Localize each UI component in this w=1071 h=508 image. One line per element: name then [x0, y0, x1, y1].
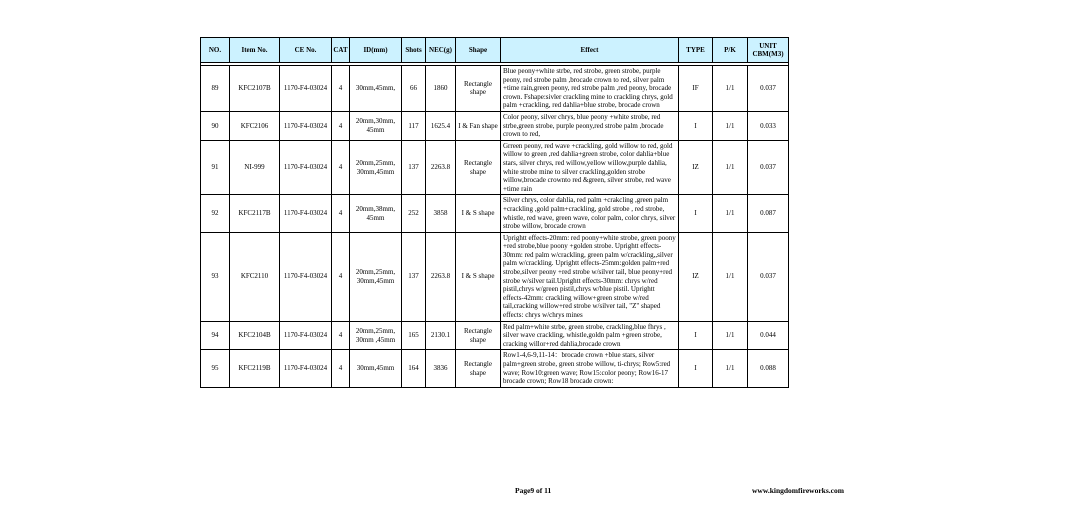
- cell-shots: 137: [402, 232, 426, 321]
- header-id-mm: ID(mm): [350, 38, 402, 63]
- cell-nec: 2130.1: [426, 321, 456, 350]
- cell-id-mm: 30mm,45mm: [350, 350, 402, 387]
- cell-unit-cbm: 0.037: [748, 66, 789, 112]
- cell-shots: 252: [402, 195, 426, 232]
- footer-website: www.kingdomfireworks.com: [752, 486, 844, 495]
- cell-shots: 164: [402, 350, 426, 387]
- cell-cat: 4: [332, 111, 350, 140]
- cell-shape: I & S shape: [456, 232, 501, 321]
- header-ce-no: CE No.: [280, 38, 332, 63]
- cell-shape: I & Fan shape: [456, 111, 501, 140]
- header-shape: Shape: [456, 38, 501, 63]
- cell-unit-cbm: 0.087: [748, 195, 789, 232]
- cell-effect: Red palm+white strbe, green strobe, crackling,blue fhrys , silver wave crackling, whistle,goldn palm +green strobe, cracking willor+red dahlia,brocade crown: [501, 321, 679, 350]
- cell-unit-cbm: 0.037: [748, 232, 789, 321]
- cell-shots: 66: [402, 66, 426, 112]
- cell-pk: 1/1: [713, 111, 748, 140]
- cell-pk: 1/1: [713, 66, 748, 112]
- table-row: [201, 195, 789, 232]
- header-nec: NEC(g): [426, 38, 456, 63]
- header-effect: Effect: [501, 38, 679, 63]
- cell-pk: 1/1: [713, 350, 748, 387]
- cell-effect: Blue peony+white strbe, red strobe, green strobe, purple peony, red strobe palm ,brocade crown to red, silver palm +time rain,green peony, red strobe palm ,red peony, brocade crown. Fshape:sivler crackling mine to crackling chrys, gold palm +crackling, red dahlia+blue strobe, brocade crown: [501, 66, 679, 112]
- cell-no: 93: [201, 232, 230, 321]
- cell-nec: 3858: [426, 195, 456, 232]
- cell-id-mm: 20mm,38mm, 45mm: [350, 195, 402, 232]
- header-unit-cbm: UNIT CBM(M3): [748, 38, 789, 63]
- cell-unit-cbm: 0.037: [748, 140, 789, 195]
- cell-effect: Uprightt effects-20mm: red poony+white strobe, green poony +red strobe,blue poony +golden strobe. Uprightt effects-30mm: red palm w/crackling, green palm w/crackling,,silver palm w/crackling. Uprightt effects-25mm:golden palm+red strobe,silver peony +red strobe w/silver tail, blue peony+red strobe w/silver tail.Uprightt effects-30mm: chrys w/red pistil,chrys w/green pistil,chrys w/blue pistil. Uprightt effects-42mm: crackling willow+green strobe w/red tail,cracking willow+red strobe w/silver tail, "Z" shaped effects: chrys w/chrys mines: [501, 232, 679, 321]
- cell-unit-cbm: 0.033: [748, 111, 789, 140]
- cell-id-mm: 20mm,25mm, 30mm,45mm: [350, 140, 402, 195]
- cell-ce-no: 1170-F4-03024: [280, 140, 332, 195]
- cell-id-mm: 20mm,30mm, 45mm: [350, 111, 402, 140]
- cell-item-no: NI-999: [230, 140, 280, 195]
- table-row: [201, 350, 789, 387]
- cell-unit-cbm: 0.044: [748, 321, 789, 350]
- cell-shots: 137: [402, 140, 426, 195]
- cell-no: 92: [201, 195, 230, 232]
- cell-pk: 1/1: [713, 140, 748, 195]
- cell-cat: 4: [332, 140, 350, 195]
- cell-ce-no: 1170-F4-03024: [280, 66, 332, 112]
- cell-no: 90: [201, 111, 230, 140]
- cell-type: IF: [679, 66, 713, 112]
- header-no: NO.: [201, 38, 230, 63]
- cell-item-no: KFC2119B: [230, 350, 280, 387]
- cell-effect: Silver chrys, color dahlia, red palm +crakcling ,green palm +crackling ,gold palm+crackling, gold strobe , red strobe, whistle, red wave, green wave, color palm, color chrys, silver strobe willow, brocade crown: [501, 195, 679, 232]
- cell-shape: Rectangle shape: [456, 66, 501, 112]
- cell-ce-no: 1170-F4-03024: [280, 321, 332, 350]
- table-header-row: [201, 38, 789, 63]
- cell-pk: 1/1: [713, 195, 748, 232]
- cell-type: I: [679, 350, 713, 387]
- cell-shots: 165: [402, 321, 426, 350]
- cell-type: I: [679, 195, 713, 232]
- header-item-no: Item No.: [230, 38, 280, 63]
- table-row: [201, 140, 789, 195]
- cell-cat: 4: [332, 66, 350, 112]
- table-row: [201, 111, 789, 140]
- header-shots: Shots: [402, 38, 426, 63]
- cell-type: I: [679, 321, 713, 350]
- table-row: [201, 66, 789, 112]
- fireworks-product-table: [200, 37, 789, 388]
- cell-type: IZ: [679, 232, 713, 321]
- cell-ce-no: 1170-F4-03024: [280, 195, 332, 232]
- cell-unit-cbm: 0.088: [748, 350, 789, 387]
- cell-cat: 4: [332, 350, 350, 387]
- cell-nec: 3836: [426, 350, 456, 387]
- cell-cat: 4: [332, 195, 350, 232]
- cell-id-mm: 20mm,25mm, 30mm ,45mm: [350, 321, 402, 350]
- cell-shape: Rectangle shape: [456, 140, 501, 195]
- cell-item-no: KFC2107B: [230, 66, 280, 112]
- cell-pk: 1/1: [713, 232, 748, 321]
- cell-pk: 1/1: [713, 321, 748, 350]
- cell-effect: Color peony, silver chrys, blue peony +white strobe, red strbe,green strobe, purple peony,red strobe palm ,brocade crown to red,: [501, 111, 679, 140]
- cell-id-mm: 20mm,25mm, 30mm,45mm: [350, 232, 402, 321]
- cell-nec: 1625.4: [426, 111, 456, 140]
- cell-item-no: KFC2104B: [230, 321, 280, 350]
- cell-type: IZ: [679, 140, 713, 195]
- cell-nec: 2263.8: [426, 232, 456, 321]
- header-cat: CAT: [332, 38, 350, 63]
- cell-effect: Row1-4,6-9,11-14：brocade crown +blue stars, silver palm+green strobe, green strobe willow, ti-chrys; Row5:red wave; Row10:green wave; Row15:color peony; Row16-17 brocade crown; Row18 brocade crown:: [501, 350, 679, 387]
- cell-id-mm: 30mm,45mm,: [350, 66, 402, 112]
- cell-shape: I & S shape: [456, 195, 501, 232]
- header-pk: P/K: [713, 38, 748, 63]
- cell-shots: 117: [402, 111, 426, 140]
- cell-shape: Rectangle shape: [456, 350, 501, 387]
- cell-shape: Rectangle shape: [456, 321, 501, 350]
- cell-cat: 4: [332, 232, 350, 321]
- cell-cat: 4: [332, 321, 350, 350]
- cell-type: I: [679, 111, 713, 140]
- header-type: TYPE: [679, 38, 713, 63]
- cell-item-no: KFC2110: [230, 232, 280, 321]
- cell-no: 89: [201, 66, 230, 112]
- table-row: [201, 321, 789, 350]
- cell-effect: Grreen peony, red wave +crackling, gold willow to red, gold willow to green ,red dahlia+green strobe, color dahlia+blue stars, silver chrys, red willow,yellow willow,purple dahlia, white strobe mine to silver crackling,golden strobe willow,brocade crownto red &green, silver strobe, red wave +time rain: [501, 140, 679, 195]
- page-number: Page9 of 11: [515, 486, 552, 495]
- cell-item-no: KFC2117B: [230, 195, 280, 232]
- table-row: [201, 232, 789, 321]
- cell-ce-no: 1170-F4-03024: [280, 111, 332, 140]
- cell-no: 94: [201, 321, 230, 350]
- cell-nec: 2263.8: [426, 140, 456, 195]
- cell-ce-no: 1170-F4-03024: [280, 350, 332, 387]
- cell-no: 91: [201, 140, 230, 195]
- cell-ce-no: 1170-F4-03024: [280, 232, 332, 321]
- cell-item-no: KFC2106: [230, 111, 280, 140]
- cell-nec: 1860: [426, 66, 456, 112]
- cell-no: 95: [201, 350, 230, 387]
